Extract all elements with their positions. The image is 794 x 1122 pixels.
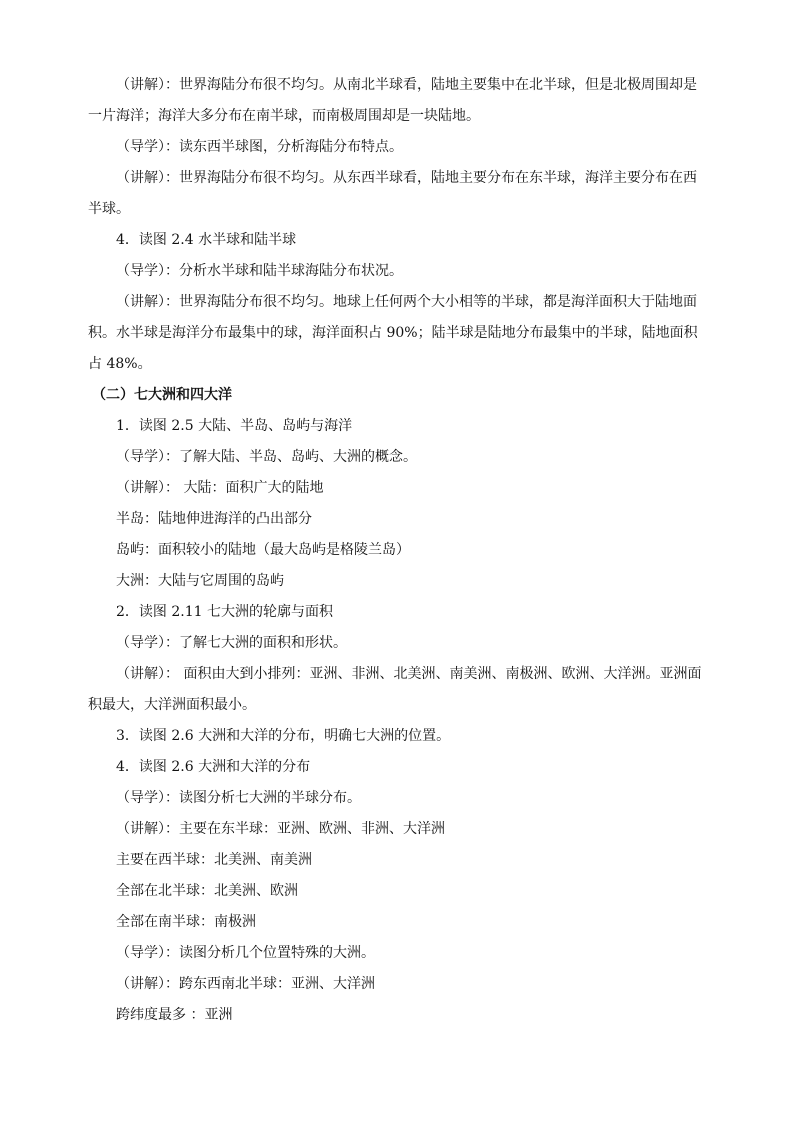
- paragraph-20: （讲解）：主要在东半球：亚洲、欧洲、非洲、大洋洲: [116, 821, 445, 837]
- paragraph-23: 全部在南半球：南极洲: [116, 914, 256, 930]
- paragraph-16: （讲解）： 面积由大到小排列：亚洲、非洲、北美洲、南美洲、南极洲、欧洲、大洋洲。亚洲面积最大，大洋洲面积最小。: [88, 666, 702, 713]
- paragraph-18: 4．读图 2.6 大洲和大洋的分布: [116, 759, 311, 775]
- paragraph-19: （导学）：读图分析七大洲的半球分布。: [116, 790, 361, 806]
- paragraph-3: （讲解）：世界海陆分布很不均匀。从东西半球看，陆地主要分布在东半球，海洋主要分布在西半球。: [88, 170, 697, 217]
- paragraph-1: （讲解）：世界海陆分布很不均匀。从南北半球看，陆地主要集中在北半球，但是北极周围却是一片海洋；海洋大多分布在南半球，而南极周围却是一块陆地。: [88, 77, 697, 124]
- paragraph-17: 3．读图 2.6 大洲和大洋的分布，明确七大洲的位置。: [116, 728, 451, 744]
- paragraph-4: 4．读图 2.4 水半球和陆半球: [116, 232, 297, 248]
- paragraph-10: （讲解）： 大陆：面积广大的陆地: [116, 480, 324, 496]
- paragraph-13: 大洲：大陆与它周围的岛屿: [116, 573, 284, 589]
- paragraph-21: 主要在西半球：北美洲、南美洲: [116, 852, 312, 868]
- paragraph-9: （导学）：了解大陆、半岛、岛屿、大洲的概念。: [116, 449, 417, 465]
- paragraph-6: （讲解）：世界海陆分布很不均匀。地球上任何两个大小相等的半球，都是海洋面积大于陆地面积。水半球是海洋分布最集中的球，海洋面积占 90%；陆半球是陆地分布最集中的半球，陆地面积占 48%。: [88, 294, 698, 372]
- paragraph-15: （导学）：了解七大洲的面积和形状。: [116, 635, 347, 651]
- paragraph-26: 跨纬度最多 ：亚洲: [116, 1007, 233, 1023]
- paragraph-12: 岛屿：面积较小的陆地（最大岛屿是格陵兰岛）: [116, 542, 410, 558]
- paragraph-2: （导学）：读东西半球图，分析海陆分布特点。: [116, 139, 403, 155]
- paragraph-22: 全部在北半球：北美洲、欧洲: [116, 883, 298, 899]
- section-heading: （二）七大洲和四大洋: [92, 387, 232, 403]
- document-body: [88, 70, 710, 1031]
- paragraph-11: 半岛：陆地伸进海洋的凸出部分: [116, 511, 312, 527]
- paragraph-24: （导学）：读图分析几个位置特殊的大洲。: [116, 945, 375, 961]
- paragraph-14: 2．读图 2.11 七大洲的轮廓与面积: [116, 604, 333, 620]
- paragraph-8: 1．读图 2.5 大陆、半岛、岛屿与海洋: [116, 418, 353, 434]
- paragraph-5: （导学）：分析水半球和陆半球海陆分布状况。: [116, 263, 403, 279]
- paragraph-25: （讲解）：跨东西南北半球：亚洲、大洋洲: [116, 976, 375, 992]
